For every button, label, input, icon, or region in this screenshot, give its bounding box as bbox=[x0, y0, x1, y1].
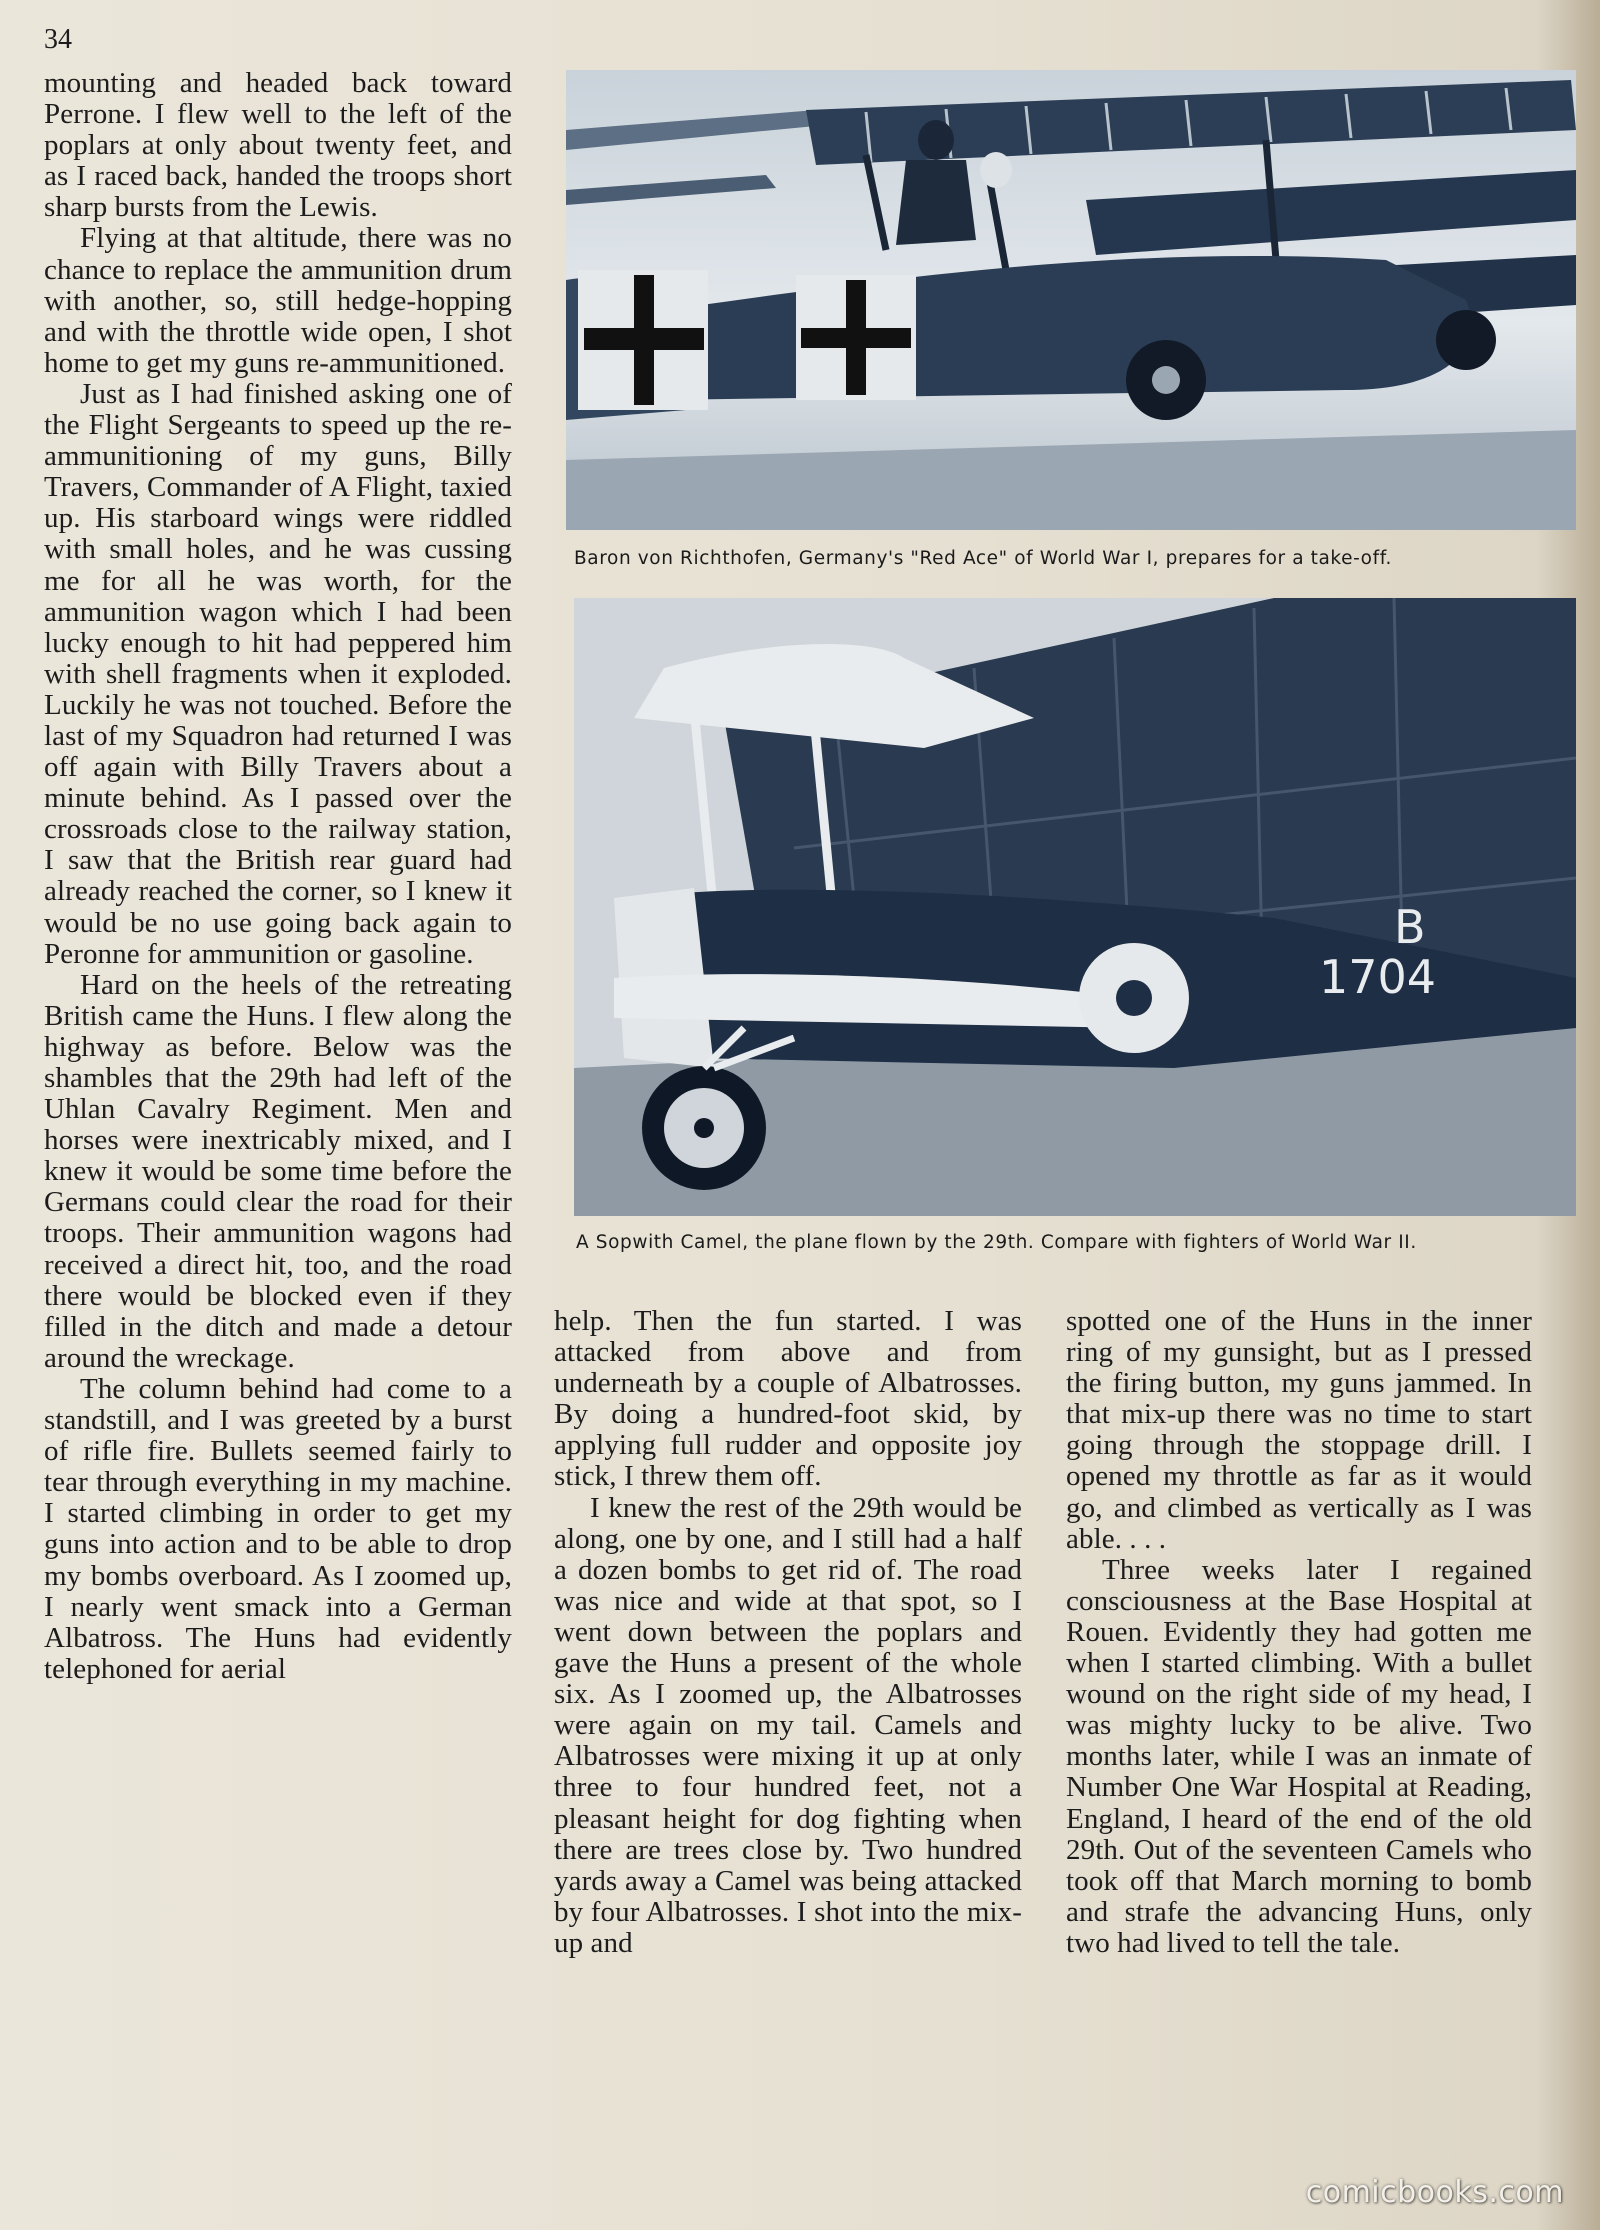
paragraph: help. Then the fun started. I was attacked from above and from underneath by a couple of Albatrosses. By doing a hundred-foot skid, by applying full rudder and opposite joy stick, I threw them off. bbox=[554, 1305, 1022, 1493]
photo-caption-top: Baron von Richthofen, Germany's "Red Ace" of World War I, prepares for a take-off. bbox=[574, 548, 1392, 569]
triplane-illustration bbox=[566, 70, 1576, 530]
photo-caption-bottom: A Sopwith Camel, the plane flown by the 29th. Compare with fighters of World War II. bbox=[576, 1232, 1417, 1253]
paragraph: I knew the rest of the 29th would be along, one by one, and I still had a half a dozen bombs to get rid of. The road was nice and wide at that spot, so I went down between the poplars and gave the Huns a present of the whole six. As I zoomed up, the Albatrosses were again on my tail. Camels and Albatrosses were mixing it up at only three to four hundred feet, not a pleasant height for dog fighting when there are trees close by. Two hundred yards away a Camel was being attacked by four Albatrosses. I shot into the mix-up and bbox=[554, 1491, 1022, 1959]
photo-sopwith-camel bbox=[574, 598, 1576, 1216]
paragraph: Flying at that altitude, there was no chance to replace the ammunition drum with another, so, still hedge-hopping and with the throttle wide open, I shot home to get my guns re-ammunitioned. bbox=[44, 222, 512, 379]
paragraph: Three weeks later I regained consciousness at the Base Hospital at Rouen. Evidently they had gotten me when I started climbing. With a bullet wound on the right side of my head, I was mighty lucky to be alive. Two months later, while I was an inmate of Number One War Hospital at Reading, England, I heard of the end of the old 29th. Out of the seventeen Camels who took off that March morning to bomb and strafe the advancing Huns, only two had lived to tell the tale. bbox=[1066, 1553, 1532, 1959]
paragraph: spotted one of the Huns in the inner ring of my gunsight, but as I pressed the firing button, my guns jammed. In that mix-up there was no time to start going through the stoppage drill. I opened my throttle as far as it would go, and climbed as vertically as I was able. . . . bbox=[1066, 1305, 1532, 1555]
fuselage-letter: B bbox=[1394, 900, 1426, 954]
page-number: 34 bbox=[44, 24, 72, 55]
paragraph: mounting and headed back toward Perrone. I flew well to the left of the poplars at only about twenty feet, and as I raced back, handed the troops short sharp bursts from the Lewis. bbox=[44, 67, 512, 224]
watermark: comicbooks.com bbox=[1305, 2175, 1564, 2210]
camel-illustration bbox=[574, 598, 1576, 1216]
article-column-1 bbox=[44, 68, 512, 2068]
article-column-3 bbox=[1066, 1306, 1532, 2086]
paragraph: The column behind had come to a standstill, and I was greeted by a burst of rifle fire. Bullets seemed fairly to tear through everything in my machine. I started climbing in order to get my guns into action and to be able to drop my bombs overboard. As I zoomed up, I nearly went smack into a German Albatross. The Huns had evidently telephoned for aerial bbox=[44, 1372, 512, 1685]
fuselage-number: 1704 bbox=[1319, 950, 1437, 1004]
photo-richthofen-triplane bbox=[566, 70, 1576, 530]
paragraph: Hard on the heels of the retreating British came the Huns. I flew along the highway as before. Below was the shambles that the 29th had left of the Uhlan Cavalry Regiment. Men and horses were inextricably mixed, and I knew it would be some time before the Germans could clear the road for their troops. Their ammunition wagons had received a direct hit, too, and the road there would be blocked even if they filled in the ditch and made a detour around the wreckage. bbox=[44, 968, 512, 1374]
article-column-2 bbox=[554, 1306, 1022, 2086]
paragraph: Just as I had finished asking one of the Flight Sergeants to speed up the re-ammunitioning of my guns, Billy Travers, Commander of A Flight, taxied up. His starboard wings were riddled with small holes, and he was cussing me for all he was worth, for the ammunition wagon which I had been lucky enough to hit had peppered him with shell fragments when it exploded. Luckily he was not touched. Before the last of my Squadron had returned I was off again with Billy Travers about a minute behind. As I passed over the crossroads close to the railway station, I saw that the British rear guard had already reached the corner, so I knew it would be no use going back again to Peronne for ammunition or gasoline. bbox=[44, 377, 512, 970]
